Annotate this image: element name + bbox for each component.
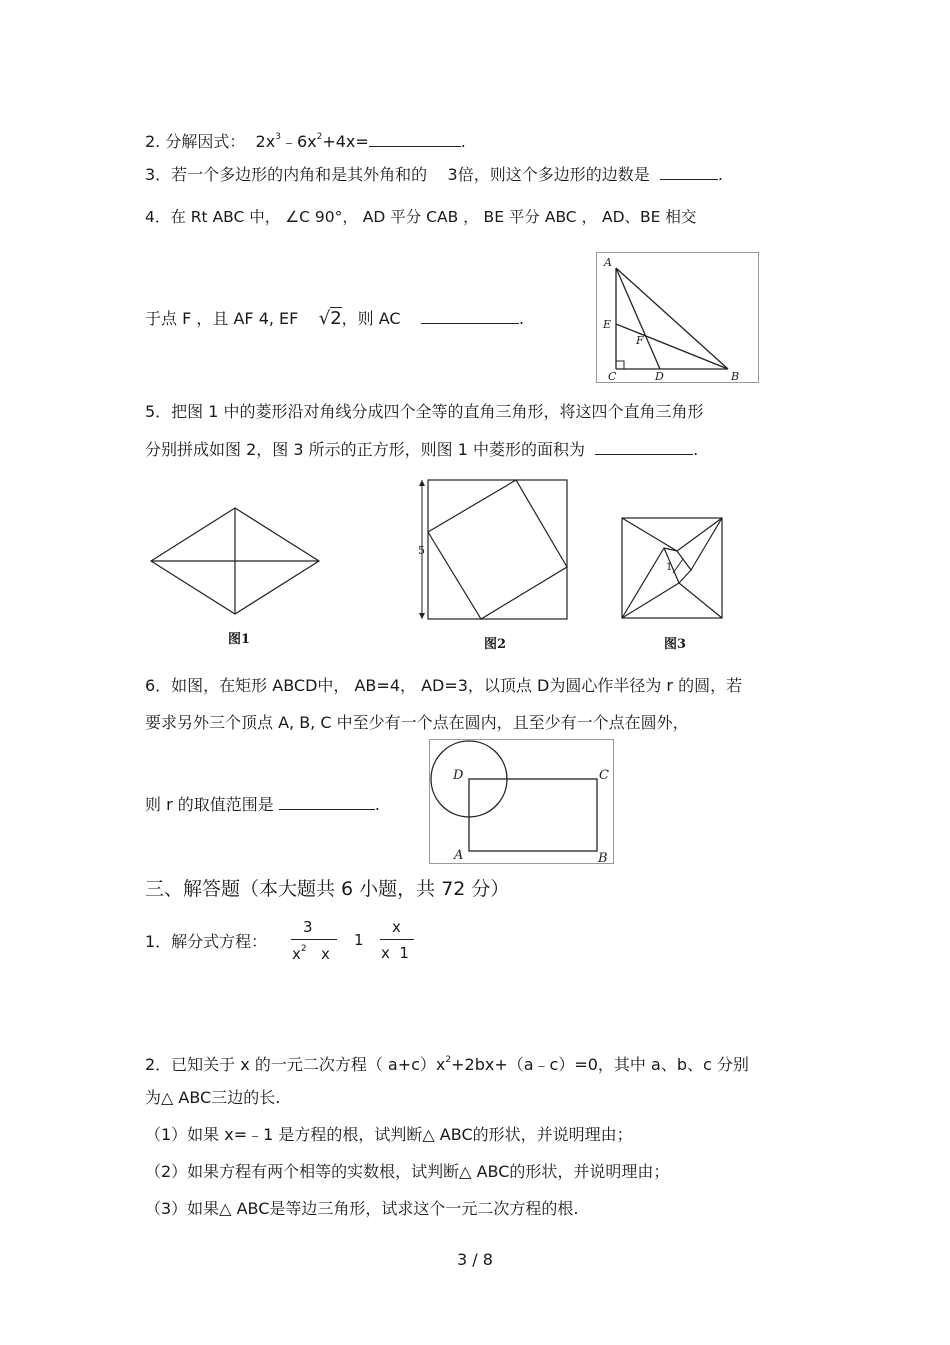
label-c: C: [608, 370, 617, 383]
fraction-2-bar: [380, 939, 414, 940]
equation-middle: 1: [354, 931, 364, 949]
answer-blank[interactable]: [595, 438, 693, 455]
question-5-line-2: 分别拼成如图 2，图 3 所示的正方形，则图 1 中菱形的面积为 .: [145, 440, 699, 459]
question-3: 3．若一个多边形的内角和是其外角和的 3倍，则这个多边形的边数是 .: [145, 165, 723, 184]
figure-3-caption: 图3: [664, 637, 687, 652]
label-b: B: [731, 370, 740, 383]
label-c: C: [599, 768, 609, 783]
label-d: D: [453, 768, 464, 783]
side-length-label: 5: [418, 544, 425, 557]
figure-3-square: [619, 515, 725, 621]
problem-2-sub-1: （1）如果 x=﹣1 是方程的根，试判断△ ABC的形状，并说明理由；: [145, 1125, 633, 1144]
triangle-diagram: [596, 252, 760, 384]
problem-1-label: 1．解分式方程：: [145, 932, 268, 951]
square-diagram-2: [412, 477, 572, 625]
question-4-line-1: 4．在 Rt ABC 中， ∠C 90°， AD 平分 CAB ， BE 平分 ABC ， AD、BE 相交: [145, 208, 697, 226]
label-a: A: [454, 848, 464, 863]
sqrt-symbol: √2: [318, 308, 342, 329]
figure-1-rhombus: [148, 505, 322, 617]
fraction-2-denominator: x 1: [381, 944, 409, 962]
section-3-heading: 三、解答题（本大题共 6 小题，共 72 分）: [145, 878, 510, 900]
rectangle-circle-diagram: [429, 739, 615, 865]
question-5-line-1: 5．把图 1 中的菱形沿对角线分成四个全等的直角三角形，将这四个直角三角形: [145, 402, 704, 421]
triangle-figure: [596, 252, 760, 384]
question-6-line-3: 则 r 的取值范围是 .: [145, 795, 380, 814]
answer-blank[interactable]: [369, 130, 461, 147]
label-e: E: [603, 318, 612, 331]
fraction-1-denominator: $x^2$ x: [292, 944, 330, 963]
question-6-line-1: 6．如图，在矩形 ABCD中， AB=4， AD=3，以顶点 D为圆心作半径为 r 的圆，若: [145, 676, 743, 695]
figure-2-square: [412, 477, 572, 625]
rhombus-diagram: [148, 505, 322, 617]
fraction-1-bar: [291, 939, 337, 940]
label-d: D: [655, 370, 664, 383]
answer-blank[interactable]: [421, 307, 519, 324]
rectangle-circle-figure: [429, 739, 615, 865]
question-4-line-2: 于点 F ，且 AF 4, EF √2，则 AC .: [145, 308, 525, 329]
inner-length-label: 1: [666, 562, 673, 573]
problem-2-sub-3: （3）如果△ ABC是等边三角形，试求这个一元二次方程的根.: [145, 1199, 579, 1218]
label-f: F: [636, 334, 644, 347]
problem-2-line-1: 2．已知关于 x 的一元二次方程（ $a+c)x^2+2bx+(a﹣c)=0$，其中 a、b、c 分别: [145, 1055, 749, 1074]
answer-blank[interactable]: [279, 793, 375, 810]
page-number: 3 / 8: [457, 1250, 493, 1269]
fraction-1-numerator: 3: [303, 918, 313, 936]
question-2: 2. 分解因式： $2x^3﹣6x^2+4x=$ .: [145, 132, 466, 151]
label-a: A: [604, 256, 612, 269]
answer-blank[interactable]: [660, 163, 718, 180]
figure-2-caption: 图2: [484, 637, 507, 652]
fraction-2-numerator: x: [392, 918, 401, 936]
label-b: B: [598, 851, 608, 865]
question-6-line-2: 要求另外三个顶点 A, B, C 中至少有一个点在圆内，且至少有一个点在圆外，: [145, 713, 689, 732]
problem-2-line-2: 为△ ABC三边的长.: [145, 1088, 281, 1107]
square-diagram-3: [619, 515, 725, 621]
problem-2-sub-2: （2）如果方程有两个相等的实数根，试判断△ ABC的形状，并说明理由；: [145, 1162, 670, 1181]
figure-1-caption: 图1: [228, 632, 251, 647]
